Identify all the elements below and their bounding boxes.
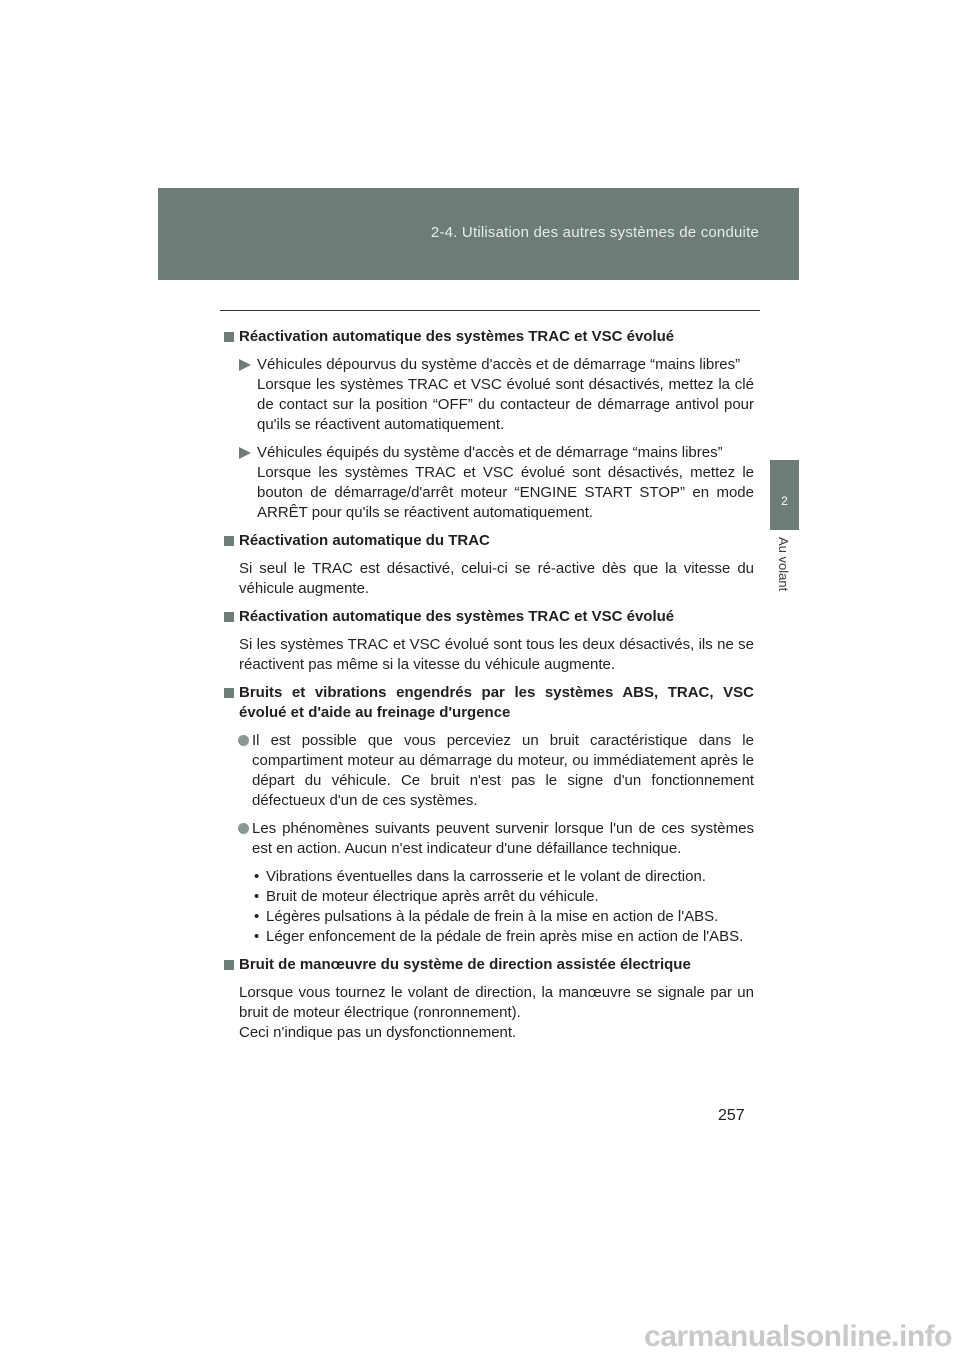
- list-item: • Léger enfoncement de la pédale de frein après mise en action de l'ABS.: [254, 928, 744, 945]
- header-band: [158, 188, 799, 280]
- watermark: carmanualsonline.info: [644, 1320, 952, 1353]
- chapter-number: 2: [781, 494, 788, 508]
- section-heading: Réactivation automatique des systèmes TRAC et VSC évolué: [224, 607, 754, 627]
- square-bullet-icon: [224, 688, 234, 698]
- section-heading: Réactivation automatique du TRAC: [224, 531, 754, 551]
- section-heading: Réactivation automatique des systèmes TRAC et VSC évolué: [224, 327, 754, 347]
- list-item: Il est possible que vous perceviez un bruit caractéristique dans le compartiment moteur au démarrage du moteur, ou immédiatement après le départ du véhicule. Ce bruit n'est pas le signe d'un fonctionnement défectueux d'un de ces systèmes.: [224, 731, 754, 811]
- circle-bullet-icon: [238, 735, 249, 746]
- item-title: Véhicules équipés du système d'accès et de démarrage “mains libres”: [257, 444, 723, 461]
- item-title: Véhicules dépourvus du système d'accès et de démarrage “mains libres”: [257, 356, 741, 373]
- paragraph: Si seul le TRAC est désactivé, celui-ci se ré-active dès que la vitesse du véhicule augmente.: [239, 560, 754, 597]
- top-rule: [220, 310, 760, 311]
- circle-bullet-icon: [238, 823, 249, 834]
- list-item: • Vibrations éventuelles dans la carrosserie et le volant de direction.: [254, 868, 706, 885]
- triangle-bullet-icon: [239, 359, 251, 371]
- square-bullet-icon: [224, 332, 234, 342]
- page-content: [224, 327, 754, 1043]
- square-bullet-icon: [224, 612, 234, 622]
- chapter-label: Au volant: [776, 537, 791, 592]
- item-text: Lorsque les systèmes TRAC et VSC évolué sont désactivés, mettez la clé de contact sur la position “OFF” du contacteur de démarrage antivol pour qu'ils se réactivent automatiquement.: [257, 376, 754, 433]
- page-number: 257: [718, 1107, 745, 1124]
- list-item: • Bruit de moteur électrique après arrêt du véhicule.: [254, 888, 599, 905]
- item-text: Lorsque les systèmes TRAC et VSC évolué sont désactivés, mettez le bouton de démarrage/d'arrêt moteur “ENGINE START STOP” en mode ARRÊT pour qu'ils se réactivent automatiquement.: [257, 464, 754, 521]
- section-title: 2-4. Utilisation des autres systèmes de conduite: [430, 224, 759, 241]
- list-item: [224, 443, 754, 523]
- chapter-tab: [770, 460, 799, 530]
- paragraph: Lorsque vous tournez le volant de direction, la manœuvre se signale par un bruit de moteur électrique (ronronnement). Ceci n'indique pas un dysfonctionnement.: [239, 984, 754, 1041]
- paragraph: Si les systèmes TRAC et VSC évolué sont tous les deux désactivés, ils ne se réactivent pas même si la vitesse du véhicule augmente.: [239, 636, 754, 673]
- square-bullet-icon: [224, 536, 234, 546]
- section-heading: Bruit de manœuvre du système de direction assistée électrique: [224, 955, 754, 975]
- square-bullet-icon: [224, 960, 234, 970]
- section-heading: Bruits et vibrations engendrés par les systèmes ABS, TRAC, VSC évolué et d'aide au freinage d'urgence: [224, 683, 754, 723]
- bullet-list: [224, 867, 754, 947]
- list-item: [224, 355, 754, 435]
- list-item: Les phénomènes suivants peuvent survenir lorsque l'un de ces systèmes est en action. Aucun n'est indicateur d'une défaillance technique.: [224, 819, 754, 859]
- triangle-bullet-icon: [239, 447, 251, 459]
- list-item: • Légères pulsations à la pédale de frein à la mise en action de l'ABS.: [254, 908, 719, 925]
